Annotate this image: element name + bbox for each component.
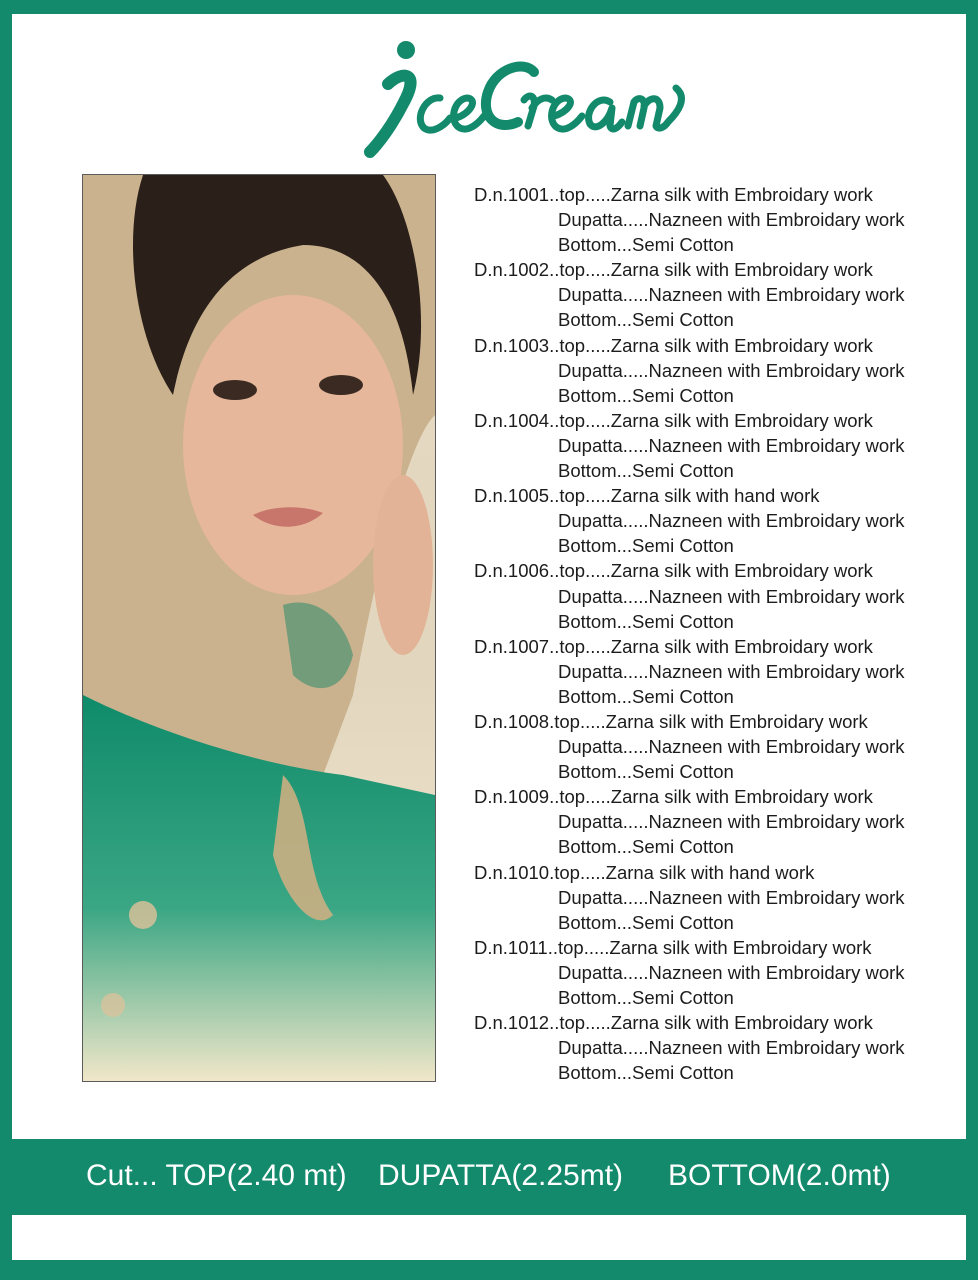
design-dupatta-line: Dupatta.....Nazneen with Embroidary work — [558, 209, 905, 231]
design-bottom-line: Bottom...Semi Cotton — [558, 761, 734, 783]
design-top-line: D.n.1006..top.....Zarna silk with Embroidary work — [474, 560, 873, 582]
design-dupatta-line: Dupatta.....Nazneen with Embroidary work — [558, 284, 905, 306]
design-top-line: D.n.1007..top.....Zarna silk with Embroidary work — [474, 635, 873, 657]
design-dupatta-line: Dupatta.....Nazneen with Embroidary work — [558, 736, 905, 758]
design-entry — [474, 182, 944, 257]
design-dupatta-line: Dupatta.....Nazneen with Embroidary work — [558, 1037, 905, 1059]
design-entry — [474, 333, 944, 408]
design-bottom-line: Bottom...Semi Cotton — [558, 1062, 734, 1084]
design-dupatta-line: Dupatta.....Nazneen with Embroidary work — [558, 811, 905, 833]
design-top-line: D.n.1002..top.....Zarna silk with Embroidary work — [474, 259, 873, 281]
design-bottom-line: Bottom...Semi Cotton — [558, 610, 734, 632]
design-bottom-line: Bottom...Semi Cotton — [558, 384, 734, 406]
design-bottom-line: Bottom...Semi Cotton — [558, 987, 734, 1008]
design-top-line: D.n.1005..top.....Zarna silk with hand work — [474, 485, 820, 507]
design-entry — [474, 709, 944, 784]
design-dupatta-line: Dupatta.....Nazneen with Embroidary work — [558, 510, 905, 532]
design-entry — [474, 860, 944, 935]
design-entry — [474, 408, 944, 483]
design-entry — [474, 1010, 944, 1085]
design-list — [474, 182, 944, 1085]
design-entry — [474, 483, 944, 558]
design-top-line: D.n.1003..top.....Zarna silk with Embroidary work — [474, 334, 873, 356]
design-entry — [474, 257, 944, 332]
design-top-line: D.n.1009..top.....Zarna silk with Embroidary work — [474, 786, 873, 808]
cut-bottom-length: BOTTOM(2.0mt) — [668, 1159, 891, 1192]
cut-dupatta-length: DUPATTA(2.25mt) — [378, 1159, 624, 1192]
design-entry — [474, 634, 944, 709]
design-bottom-line: Bottom...Semi Cotton — [558, 836, 734, 858]
design-dupatta-line: Dupatta.....Nazneen with Embroidary work — [558, 434, 905, 456]
design-entry — [474, 935, 944, 1010]
design-entry — [474, 784, 944, 859]
cut-length-banner — [0, 1139, 978, 1215]
model-photo — [82, 174, 436, 1082]
design-bottom-line: Bottom...Semi Cotton — [558, 535, 734, 557]
design-bottom-line: Bottom...Semi Cotton — [558, 911, 734, 933]
design-bottom-line: Bottom...Semi Cotton — [558, 685, 734, 707]
design-dupatta-line: Dupatta.....Nazneen with Embroidary work — [558, 359, 905, 381]
design-top-line: D.n.1011..top.....Zarna silk with Embroidary work — [474, 936, 872, 958]
design-dupatta-line: Dupatta.....Nazneen with Embroidary work — [558, 961, 905, 983]
design-bottom-line: Bottom...Semi Cotton — [558, 234, 734, 256]
design-entry — [474, 558, 944, 633]
design-top-line: D.n.1004..top.....Zarna silk with Embroidary work — [474, 409, 873, 431]
design-top-line: D.n.1008.top.....Zarna silk with Embroidary work — [474, 710, 868, 732]
design-bottom-line: Bottom...Semi Cotton — [558, 309, 734, 331]
design-dupatta-line: Dupatta.....Nazneen with Embroidary work — [558, 660, 905, 682]
cut-top-length: Cut... TOP(2.40 mt) — [86, 1159, 347, 1192]
design-top-line: D.n.1012..top.....Zarna silk with Embroidary work — [474, 1012, 873, 1034]
design-bottom-line: Bottom...Semi Cotton — [558, 460, 734, 482]
design-dupatta-line: Dupatta.....Nazneen with Embroidary work — [558, 886, 905, 908]
design-top-line: D.n.1001..top.....Zarna silk with Embroidary work — [474, 184, 873, 205]
design-dupatta-line: Dupatta.....Nazneen with Embroidary work — [558, 585, 905, 607]
brand-logo — [348, 22, 708, 172]
design-top-line: D.n.1010.top.....Zarna silk with hand work — [474, 861, 815, 883]
